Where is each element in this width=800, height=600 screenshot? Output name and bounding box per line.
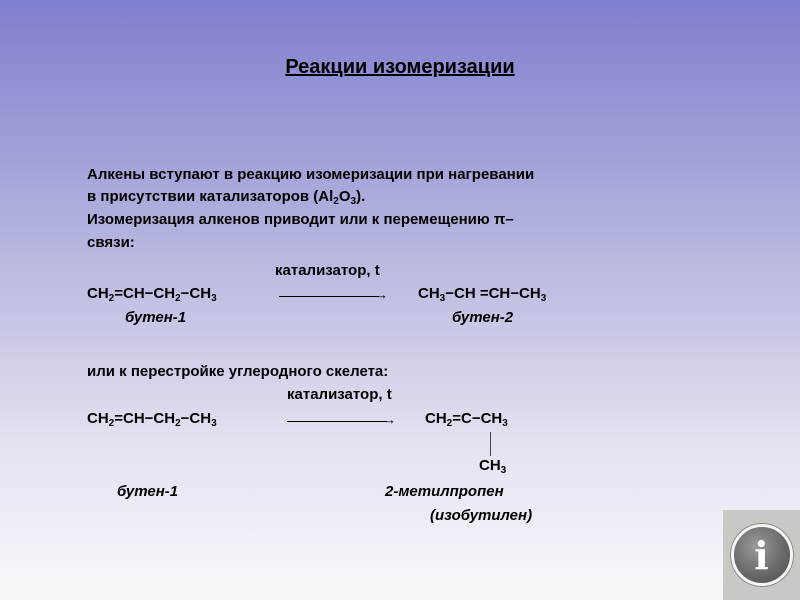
skeleton-text: или к перестройке углеродного скелета:: [87, 363, 389, 380]
subscript: 2: [333, 196, 339, 207]
reaction2-product-name: 2-метилпропен: [385, 483, 504, 500]
reaction1-arrow-line: [279, 296, 379, 297]
info-button[interactable]: [723, 510, 800, 600]
reaction1-reactant: [87, 285, 217, 302]
intro-line-2-text: O: [338, 188, 351, 205]
reaction1-arrow-head: →: [375, 287, 388, 302]
subscript: 3: [500, 465, 507, 476]
reaction1-reactant-name: бутен-1: [125, 309, 187, 326]
formula-part: −CH: [180, 285, 212, 302]
formula-part: CH: [87, 285, 109, 302]
intro-line-2-text: ).: [356, 188, 366, 205]
reaction1-product: [418, 285, 546, 302]
reaction2-reactant: [87, 410, 217, 427]
reaction2-arrow-head: →: [383, 412, 396, 427]
formula-part: =C−CH: [452, 410, 503, 427]
branch-bond: [490, 432, 491, 456]
formula-part: CH: [418, 285, 440, 302]
reaction2-product: [425, 410, 508, 427]
formula-part: CH: [479, 457, 501, 474]
reaction2-reactant-name: бутен-1: [117, 483, 179, 500]
subscript: 2: [175, 293, 181, 304]
intro-line-1: Алкены вступают в реакцию изомеризации при нагревании: [87, 166, 535, 183]
intro-line-4: связи:: [87, 234, 135, 251]
formula-part: CH: [425, 410, 447, 427]
reaction1-catalyst: катализатор, t: [275, 262, 380, 279]
subscript: 3: [502, 418, 508, 429]
page-title: Реакции изомеризации: [285, 56, 515, 78]
reaction2-catalyst: катализатор, t: [287, 386, 392, 403]
subscript: 3: [439, 293, 446, 304]
subscript: 3: [211, 293, 217, 304]
formula-part: =CH−CH: [114, 410, 176, 427]
intro-line-3: Изомеризация алкенов приводит или к перемещению π–: [87, 211, 514, 228]
formula-part: −CH: [180, 410, 212, 427]
subscript: 2: [446, 418, 453, 429]
reaction2-arrow-line: [287, 421, 387, 422]
subscript: 3: [350, 196, 357, 207]
intro-line-2: [87, 187, 365, 207]
formula-part: =CH−CH: [114, 285, 176, 302]
reaction1-product-name: бутен-2: [452, 309, 514, 326]
subscript: 3: [540, 293, 547, 304]
subscript: 2: [108, 418, 115, 429]
formula-part: CH: [87, 410, 109, 427]
subscript: 2: [108, 293, 115, 304]
intro-line-2-text: в присутствии катализаторов (Al: [87, 188, 334, 205]
subscript: 3: [211, 418, 217, 429]
info-icon: i: [731, 524, 793, 586]
formula-part: −CH =CH−CH: [445, 285, 541, 302]
reaction2-branch: [479, 457, 506, 474]
subscript: 2: [175, 418, 181, 429]
reaction2-product-alt-name: (изобутилен): [430, 507, 533, 524]
